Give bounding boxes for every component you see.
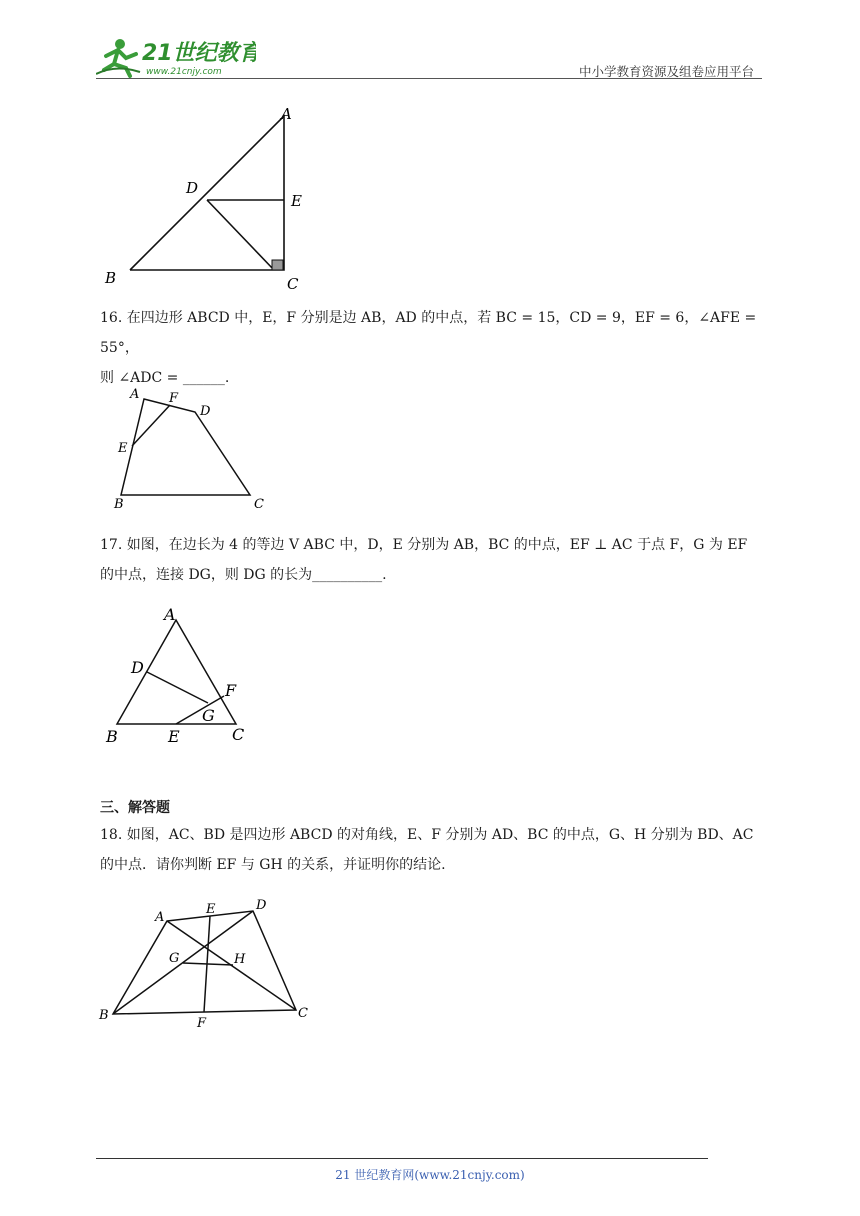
figure-15-triangle — [100, 100, 320, 295]
header-platform-text: 中小学教育资源及组卷应用平台 — [578, 64, 754, 79]
fig18-label-h: H — [234, 952, 246, 967]
q18-line-1: 18. 如图，AC、BD 是四边形 ABCD 的对角线，E、F 分别为 AD、BC 的中点，G、H 分别为 BD、AC — [100, 827, 754, 843]
fig16-label-e: E — [118, 441, 128, 456]
fig18-label-g: G — [169, 951, 180, 966]
q16-line-2: 则 ∠ADC = ______. — [100, 370, 230, 386]
q17-line-2: 的中点，连接 DG，则 DG 的长为__________. — [100, 567, 387, 583]
fig17-label-g: G — [202, 706, 215, 725]
figure-17-triangle — [100, 600, 260, 748]
fig17-label-d: D — [131, 658, 144, 677]
q16-line-1: 16. 在四边形 ABCD 中，E，F 分别是边 AB，AD 的中点，若 BC = 15，CD = 9，EF = 6，∠AFE = 55°， — [100, 310, 757, 356]
fig17-label-c: C — [232, 725, 245, 744]
section-title: 三、解答题 — [100, 800, 170, 816]
fig17-label-f: F — [225, 681, 237, 700]
logo-url: www.21cnjy.com — [146, 67, 222, 77]
fig17-label-e: E — [168, 727, 180, 746]
site-logo — [96, 34, 256, 78]
fig18-label-c: C — [298, 1006, 308, 1021]
figure-18-quadrilateral — [95, 893, 320, 1033]
q17-line-1: 17. 如图，在边长为 4 的等边 V ABC 中，D，E 分别为 AB，BC 的中点，EF ⊥ AC 于点 F，G 为 EF — [100, 537, 748, 553]
fig15-label-e: E — [291, 192, 302, 210]
fig18-label-e: E — [206, 902, 216, 917]
footer-divider — [96, 1158, 708, 1159]
fig18-label-f: F — [197, 1016, 207, 1031]
fig16-label-a: A — [130, 387, 140, 402]
fig18-label-a: A — [155, 910, 165, 925]
fig18-label-b: B — [99, 1008, 109, 1023]
fig15-label-a: A — [281, 105, 292, 123]
fig16-label-d: D — [200, 404, 211, 419]
fig16-label-b: B — [114, 497, 124, 512]
question-17 — [100, 530, 762, 590]
footer-link[interactable]: 21 世纪教育网(www.21cnjy.com) — [335, 1168, 525, 1182]
logo-text: 21世纪教育 — [142, 41, 256, 66]
fig15-label-b: B — [105, 269, 117, 287]
fig17-label-b: B — [106, 727, 118, 746]
fig17-label-a: A — [164, 605, 176, 624]
q18-line-2: 的中点．请你判断 EF 与 GH 的关系，并证明你的结论. — [100, 857, 446, 873]
figure-16-quadrilateral — [100, 380, 280, 515]
header-divider — [96, 78, 762, 79]
question-18 — [100, 820, 762, 880]
fig16-label-f: F — [169, 391, 179, 406]
runner-icon — [96, 39, 140, 76]
fig16-label-c: C — [254, 497, 264, 512]
fig15-label-d: D — [186, 179, 199, 197]
fig18-label-d: D — [256, 898, 267, 913]
fig15-label-c: C — [287, 275, 299, 293]
right-angle-marker — [272, 260, 283, 270]
